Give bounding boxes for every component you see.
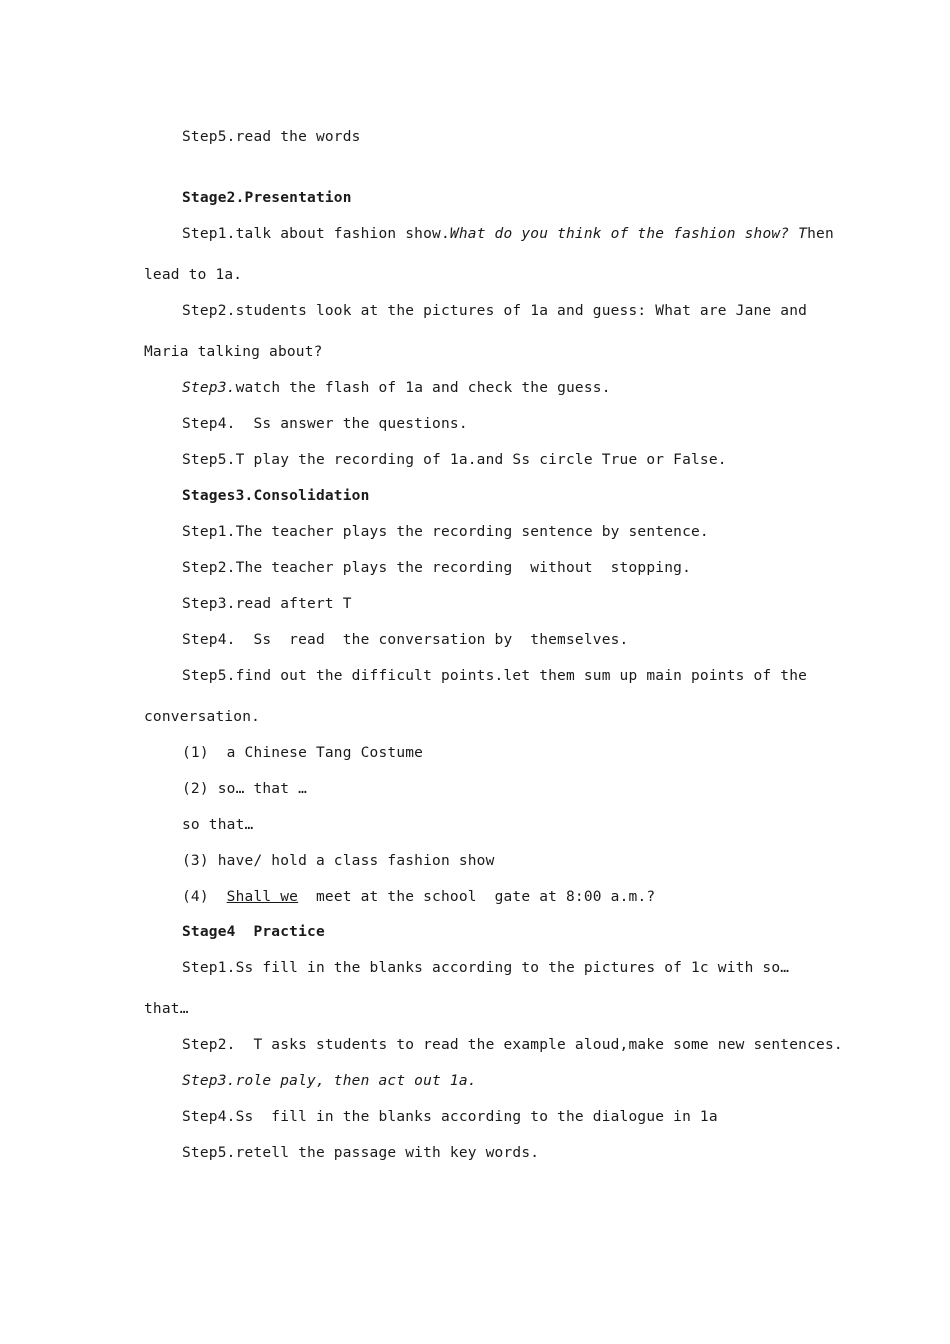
- stage3-step1: Step1.The teacher plays the recording sentence by sentence.: [182, 524, 709, 540]
- point-1: (1) a Chinese Tang Costume: [182, 745, 424, 761]
- point-3: (3) have/ hold a class fashion show: [182, 853, 495, 869]
- point-4: [182, 887, 655, 907]
- stage4-step1: Step1.Ss fill in the blanks according to the pictures of 1c with so…: [182, 960, 790, 976]
- stage2-step1-question: What do you think of the fashion show?: [449, 226, 799, 242]
- stage1-step5: Step5.read the words: [182, 129, 361, 145]
- stage3-step4: Step4. Ss read the conversation by themselves.: [182, 632, 629, 648]
- stage2-step2: Step2.students look at the pictures of 1a and guess: What are Jane and: [182, 303, 808, 319]
- stage4-step4: Step4.Ss fill in the blanks according to the dialogue in 1a: [182, 1109, 718, 1125]
- stage2-step3-text: watch the flash of 1a and check the guess.: [235, 380, 611, 396]
- stage4-heading: Stage4 Practice: [182, 924, 325, 940]
- stage3-step5-cont: conversation.: [144, 709, 261, 725]
- stage4-step1-cont: that…: [144, 1001, 189, 1017]
- stage2-step1: [182, 224, 834, 244]
- point-2: (2) so… that …: [182, 781, 308, 797]
- stage4-step3: Step3.role paly, then act out 1a.: [182, 1073, 477, 1089]
- point-4-underlined: Shall we: [226, 889, 299, 905]
- stage2-step3: [182, 378, 611, 398]
- stage3-step5: Step5.find out the difficult points.let them sum up main points of the: [182, 668, 808, 684]
- point-4-rest: meet at the school gate at 8:00 a.m.?: [298, 889, 656, 905]
- stage3-step3: Step3.read aftert T: [182, 596, 352, 612]
- stage3-step2: Step2.The teacher plays the recording without stopping.: [182, 560, 691, 576]
- stage3-heading: Stages3.Consolidation: [182, 488, 370, 504]
- stage2-step2-cont: Maria talking about?: [144, 344, 323, 360]
- stage2-step3-label: Step3.: [182, 380, 236, 396]
- stage4-step2: Step2. T asks students to read the example aloud,make some new sentences.: [182, 1037, 843, 1053]
- stage2-heading: Stage2.Presentation: [182, 190, 352, 206]
- point-4-number: (4): [182, 889, 227, 905]
- stage4-step5: Step5.retell the passage with key words.: [182, 1145, 540, 1161]
- stage2-step1-cont: lead to 1a.: [144, 267, 243, 283]
- stage2-step5: Step5.T play the recording of 1a.and Ss circle True or False.: [182, 452, 727, 468]
- stage2-step4: Step4. Ss answer the questions.: [182, 416, 468, 432]
- stage2-step1-italic-t: T: [798, 226, 808, 242]
- stage2-step1-rest: hen: [807, 226, 834, 242]
- point-2b: so that…: [182, 817, 254, 833]
- stage2-step1-lead: Step1.talk about fashion show.: [182, 226, 450, 242]
